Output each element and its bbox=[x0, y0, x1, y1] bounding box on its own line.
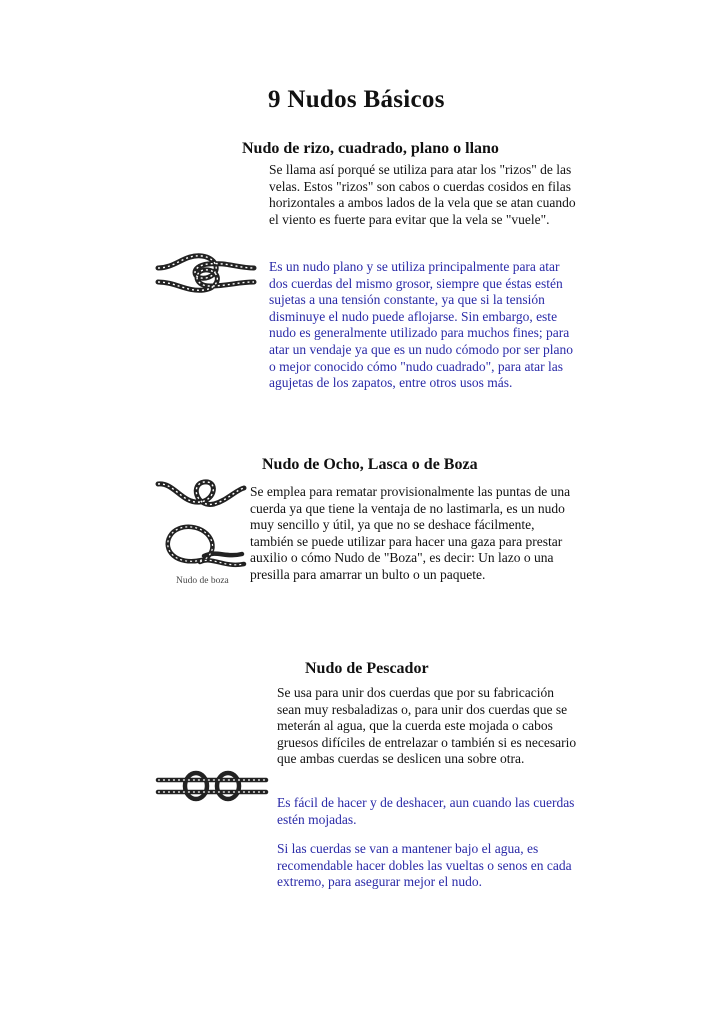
section-paragraph-rizo-2: Es un nudo plano y se utiliza principalmente para atar dos cuerdas del mismo grosor, siempre que éstas estén sujetas a una tensión constante, ya que si la tensión disminuye el nudo puede aflojarse. Sin embargo, este nudo es generalmente utilizado para muchos fines; para atar un vendaje ya que es un nudo cómodo por ser plano o mejor conocido cómo "nudo cuadrado", para atar las agujetas de los zapatos, entre otros usos más. bbox=[269, 259, 574, 391]
section-heading-ocho: Nudo de Ocho, Lasca o de Boza bbox=[262, 456, 478, 473]
section-heading-rizo: Nudo de rizo, cuadrado, plano o llano bbox=[242, 140, 499, 157]
section-paragraph-rizo-1: Se llama así porqué se utiliza para atar los "rizos" de las velas. Estos "rizos" son cabos o cuerdas cosidos en filas horizontales a ambos lados de la vela que se atan cuando el viento es fuerte para evitar que la vela se "vuele". bbox=[269, 162, 576, 227]
section-paragraph-ocho-1: Se emplea para rematar provisionalmente las puntas de una cuerda ya que tiene la ventaja de no lastimarla, es un nudo muy sencillo y útil, ya que no se deshace fácilmente, también se puede utilizar para hacer una gaza para prestar auxilio o cómo Nudo de "Boza", es decir: Un lazo o una presilla para amarrar un bulto o un paquete. bbox=[250, 484, 571, 582]
section-paragraph-pescador-2: Es fácil de hacer y de deshacer, aun cuando las cuerdas estén mojadas. bbox=[277, 795, 575, 827]
boza-knot-image bbox=[156, 520, 246, 576]
figure-eight-knot-image bbox=[156, 474, 246, 514]
fishermans-knot-image bbox=[156, 766, 268, 806]
page-title: 9 Nudos Básicos bbox=[268, 86, 445, 113]
section-paragraph-pescador-1: Se usa para unir dos cuerdas que por su fabricación sean muy resbaladizas o, para unir dos cuerdas que se meterán al agua, que la cuerda este mojada o cabos gruesos difíciles de entrelazar o también si es necesario que ambas cuerdas se deslicen una sobre otra. bbox=[277, 685, 577, 767]
section-heading-pescador: Nudo de Pescador bbox=[305, 660, 429, 677]
section-paragraph-pescador-3: Si las cuerdas se van a mantener bajo el agua, es recomendable hacer dobles las vueltas o senos en cada extremo, para asegurar mejor el nudo. bbox=[277, 841, 572, 890]
boza-image-caption: Nudo de boza bbox=[176, 576, 229, 586]
reef-knot-image bbox=[156, 246, 256, 302]
